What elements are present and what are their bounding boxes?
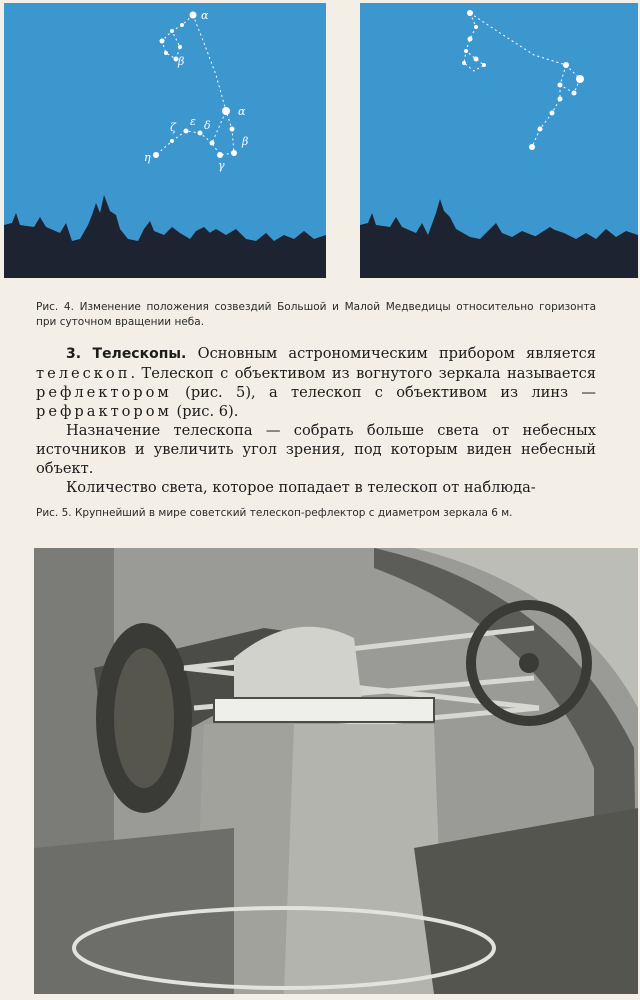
star-label: β (178, 55, 185, 68)
star-label: δ (204, 119, 211, 132)
star-label: α (238, 105, 246, 118)
star-label: ζ (170, 121, 176, 134)
constellation-illustration-left (4, 3, 326, 278)
paragraph-1 (36, 344, 596, 421)
horizon-silhouette (4, 195, 326, 278)
figure-5-caption: Рис. 5. Крупнейший в мире советский телескоп-рефлектор с диаметром зеркала 6 м. (36, 507, 513, 519)
paragraph-1-part-c: (рис. 5), а телескоп с объективом из линз — (185, 384, 597, 401)
telescope-photo (34, 548, 638, 994)
star-label: γ (218, 159, 225, 172)
term-reflector: рефлектором (36, 384, 172, 401)
figure-4-caption: Рис. 4. Изменение положения созвездий Большой и Малой Медведицы относительно горизонта при суточном вращении неба. (36, 301, 596, 328)
paragraph-2: Назначение телескопа — собрать больше света от небесных источников и увеличить угол зрения, под которым виден небесный объект. (36, 422, 596, 477)
section-heading: 3. Телескопы. (66, 346, 187, 362)
star-label: ε (190, 115, 196, 128)
paragraph-3: Количество света, которое попадает в телескоп от наблюда- (66, 479, 536, 496)
star-label: β (242, 135, 249, 148)
star-label: η (144, 151, 151, 164)
section-telescopes (36, 344, 596, 497)
horizon-silhouette (360, 199, 638, 278)
term-telescope: телескоп (36, 365, 131, 382)
paragraph-1-part-b: . Телескоп с объективом из вогнутого зеркала называется (130, 365, 596, 382)
house-silhouette (528, 227, 572, 253)
constellation-panel-right (360, 3, 638, 278)
term-refractor: рефрактором (36, 403, 172, 420)
paragraph-1-part-a: Основным астрономическим прибором является (197, 345, 597, 362)
star-label: α (201, 9, 209, 22)
telescope-illustration (34, 548, 638, 994)
constellation-panel-left (4, 3, 326, 278)
paragraph-1-part-d: (рис. 6). (176, 403, 239, 420)
constellation-illustration-right (360, 3, 638, 278)
